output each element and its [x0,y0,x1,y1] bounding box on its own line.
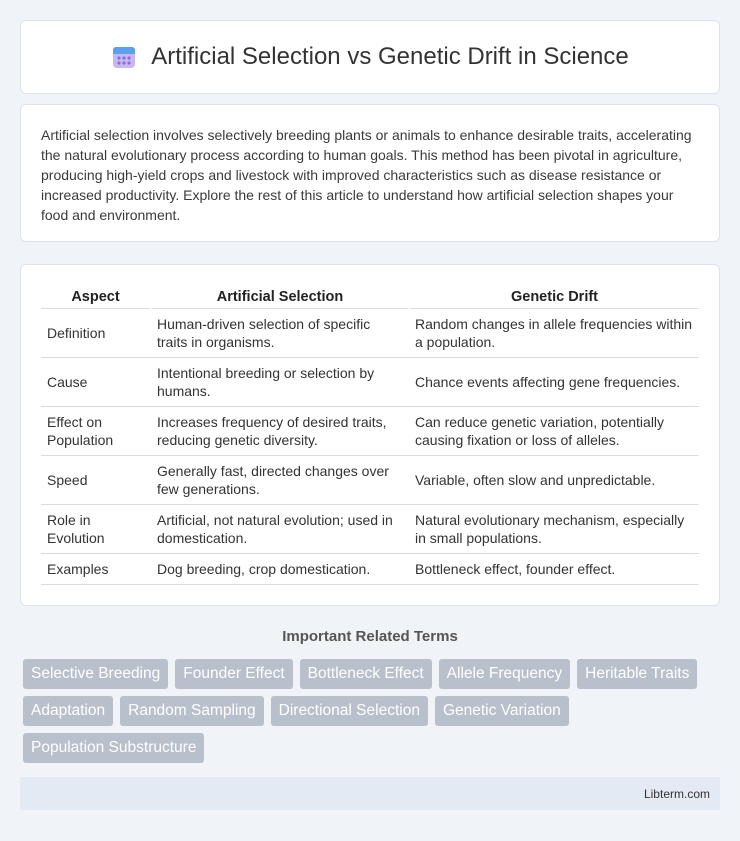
row-genetic-drift: Variable, often slow and unpredictable. [409,455,699,504]
header-genetic-drift: Genetic Drift [409,285,699,308]
footer-site-link[interactable]: Libterm.com [643,786,710,801]
comparison-card [20,264,720,606]
table-row [41,553,699,584]
table-row [41,455,699,504]
row-artificial-selection: Dog breeding, crop domestication. [151,553,409,584]
row-artificial-selection: Intentional breeding or selection by humans. [151,357,409,406]
row-aspect: Speed [41,455,151,504]
row-genetic-drift: Bottleneck effect, founder effect. [409,553,699,584]
tag-adaptation[interactable]: Adaptation [23,696,113,726]
tag-population-substructure[interactable]: Population Substructure [23,733,204,763]
row-aspect: Examples [41,553,151,584]
comparison-table [41,285,699,585]
calendar-icon [111,44,137,70]
row-aspect: Role in Evolution [41,504,151,553]
row-genetic-drift: Natural evolutionary mechanism, especially in small populations. [409,504,699,553]
row-aspect: Definition [41,308,151,357]
tag-selective-breeding[interactable]: Selective Breeding [23,659,168,689]
intro-card [20,104,720,242]
header-aspect: Aspect [41,285,151,308]
table-row [41,308,699,357]
header-artificial-selection: Artificial Selection [151,285,409,308]
table-header-row [41,285,699,308]
title-card [20,20,720,94]
table-row [41,504,699,553]
tag-directional-selection[interactable]: Directional Selection [271,696,428,726]
table-row [41,357,699,406]
row-artificial-selection: Artificial, not natural evolution; used in domestication. [151,504,409,553]
row-artificial-selection: Increases frequency of desired traits, reducing genetic diversity. [151,406,409,455]
page-title: Artificial Selection vs Genetic Drift in Science [151,43,629,70]
table-row [41,406,699,455]
tag-bottleneck-effect[interactable]: Bottleneck Effect [300,659,432,689]
row-genetic-drift: Can reduce genetic variation, potentially causing fixation or loss of alleles. [409,406,699,455]
row-aspect: Effect on Population [41,406,151,455]
row-artificial-selection: Human-driven selection of specific traits in organisms. [151,308,409,357]
row-genetic-drift: Chance events affecting gene frequencies. [409,357,699,406]
footer [20,777,720,810]
tag-genetic-variation[interactable]: Genetic Variation [435,696,569,726]
tag-founder-effect[interactable]: Founder Effect [175,659,292,689]
row-aspect: Cause [41,357,151,406]
tag-random-sampling[interactable]: Random Sampling [120,696,264,726]
related-terms-title: Important Related Terms [282,628,458,645]
row-artificial-selection: Generally fast, directed changes over few generations. [151,455,409,504]
tag-heritable-traits[interactable]: Heritable Traits [577,659,697,689]
tag-allele-frequency[interactable]: Allele Frequency [439,659,570,689]
intro-paragraph: Artificial selection involves selectively breeding plants or animals to enhance desirable traits, accelerating the natural evolutionary process according to human goals. This method has been pivotal in agriculture, producing high-yield crops and livestock with improved characteristics such as disease resistance or increased productivity. Explore the rest of this article to understand how artificial selection shapes your food and environment. [41,127,692,223]
related-terms-list [20,659,720,763]
row-genetic-drift: Random changes in allele frequencies within a population. [409,308,699,357]
